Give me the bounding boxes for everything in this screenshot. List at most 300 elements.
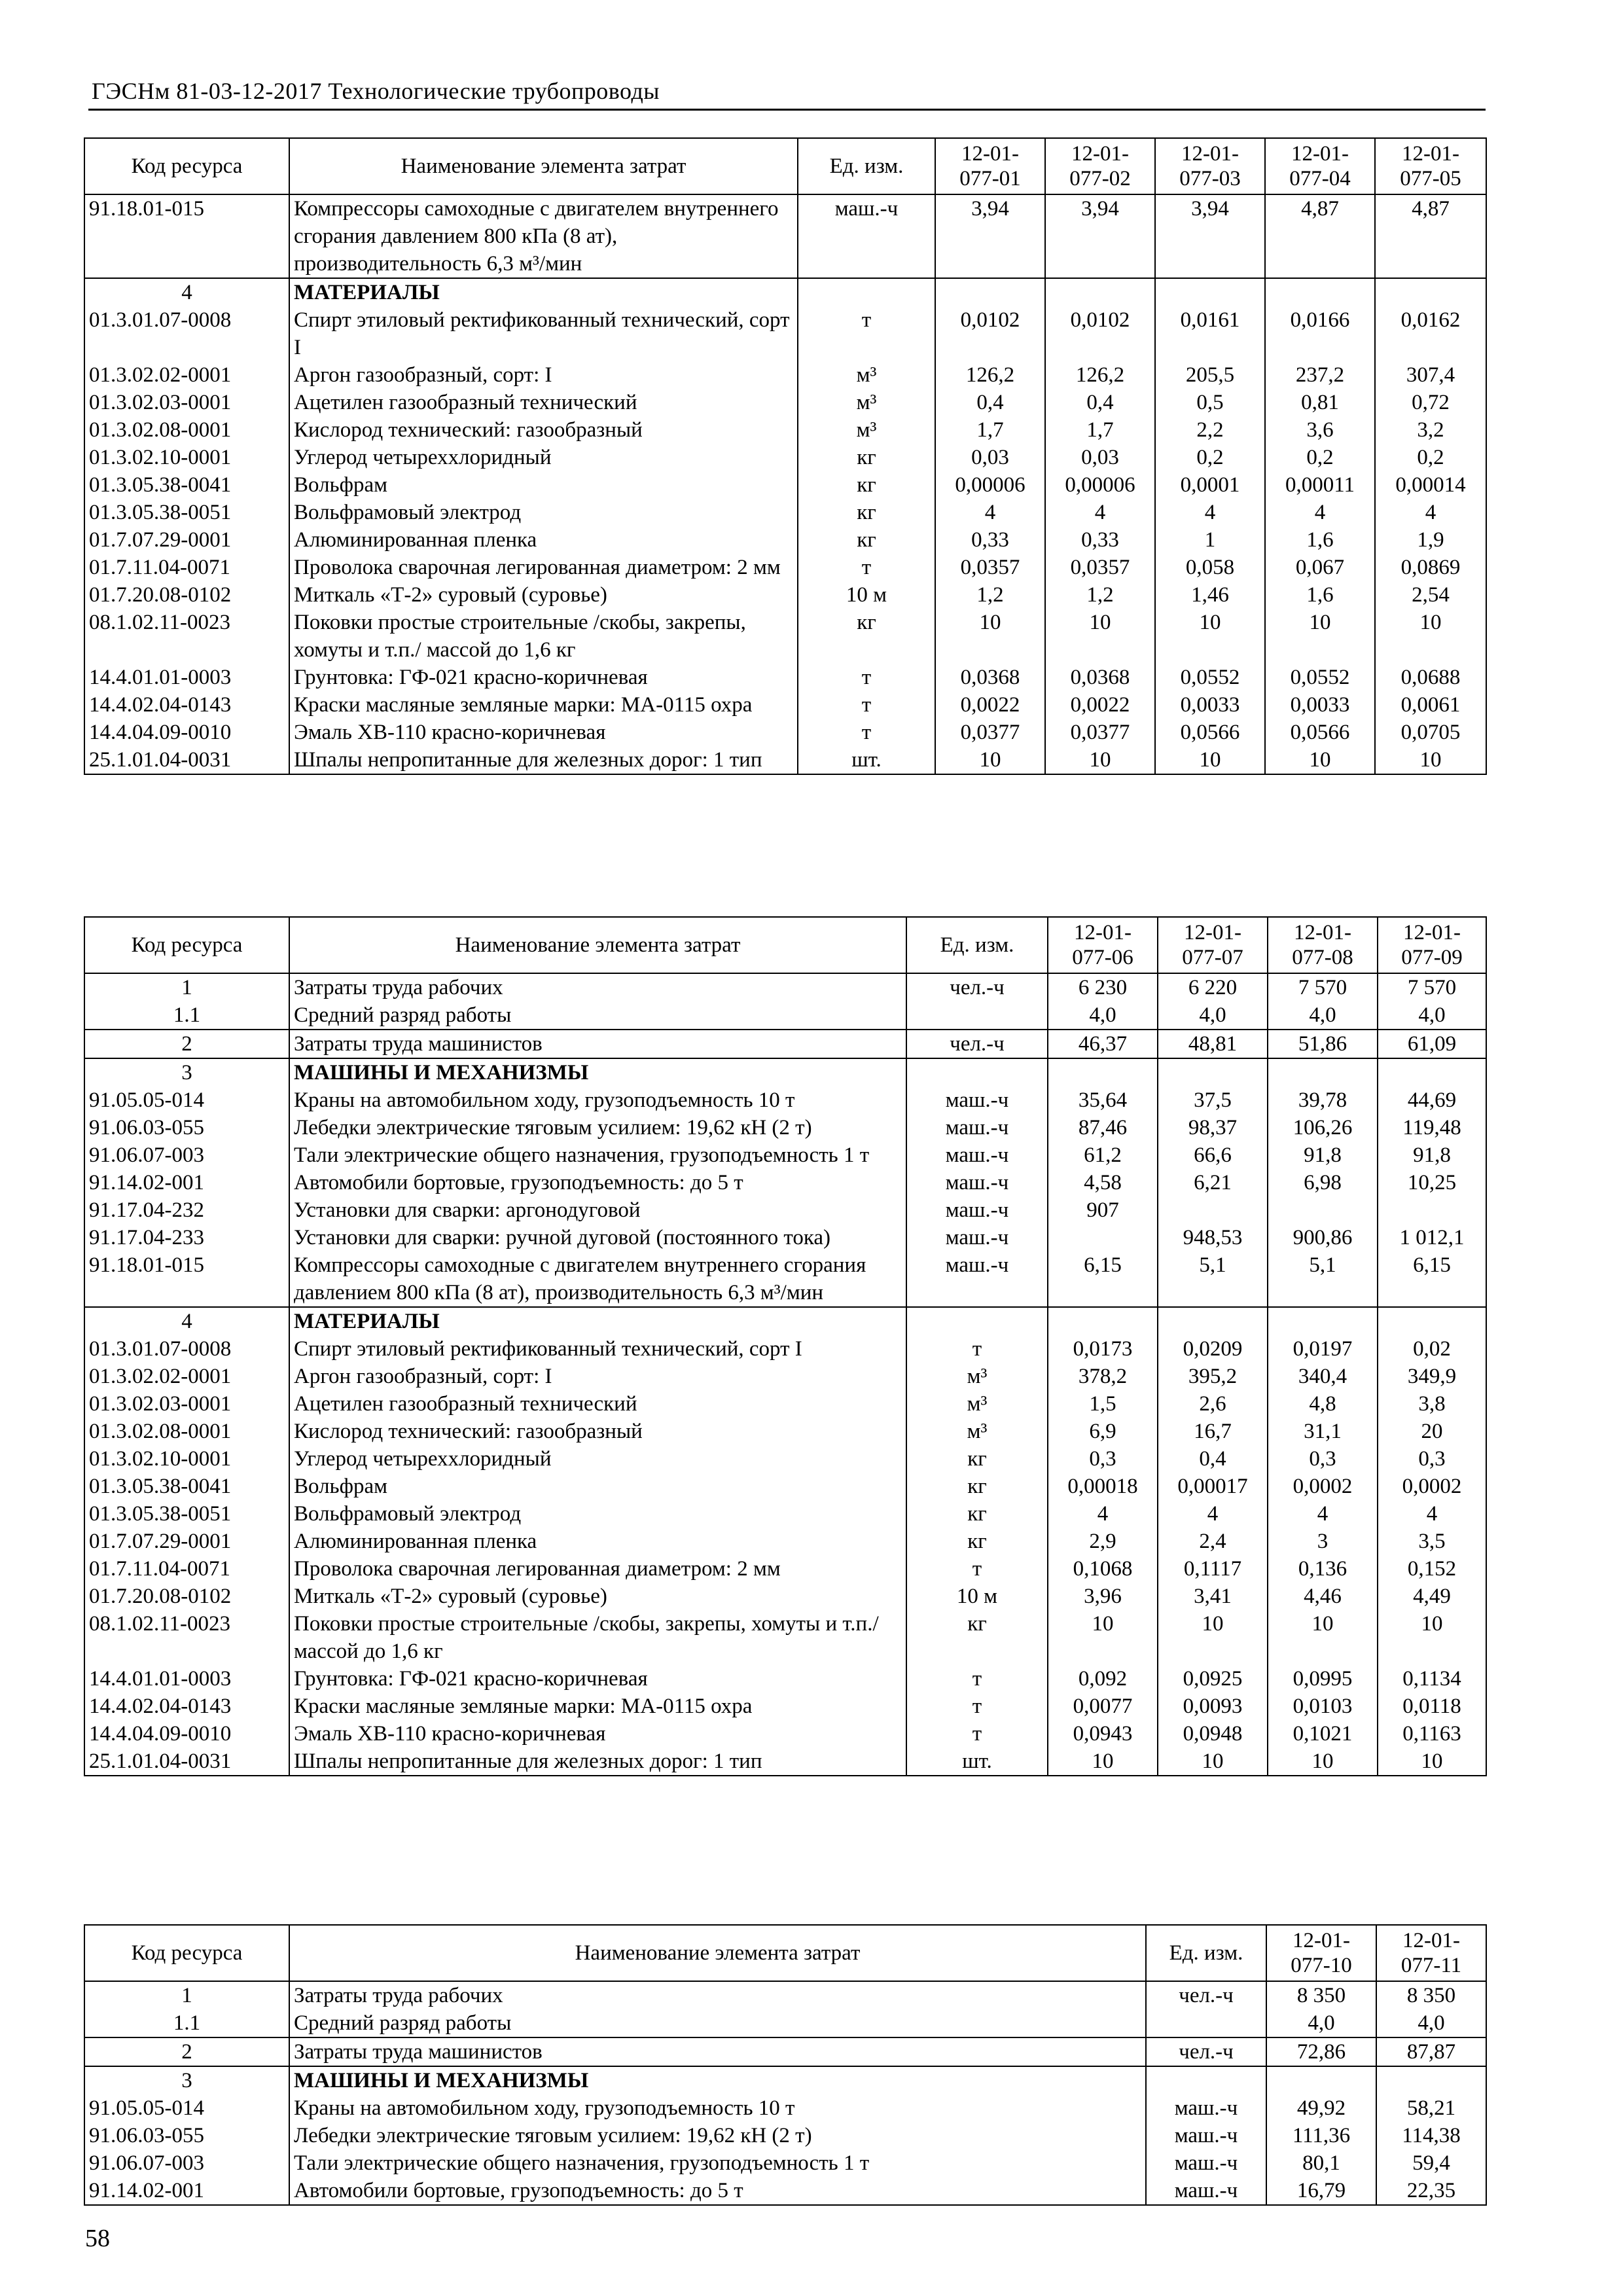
cell-code: 91.14.02-001 [84,1169,289,1196]
cell-unit: кг [798,444,935,471]
cell-value: 4,46 [1268,1583,1378,1610]
cell-name: Алюминированная пленка [289,526,798,554]
cell-value: 0,0173 [1048,1335,1158,1363]
cell-value: 48,81 [1158,1030,1268,1058]
cell-value: 4,8 [1268,1390,1378,1418]
cell-value: 0,2 [1265,444,1375,471]
document-header-title: ГЭСНм 81-03-12-2017 Технологические трубопроводы [92,78,660,104]
cell-value: 0,00011 [1265,471,1375,499]
cell-value: 0,3 [1378,1445,1486,1473]
cell-code: 91.06.07-003 [84,1141,289,1169]
cell-unit [906,1058,1048,1086]
table-row [84,609,1486,664]
header-code: Код ресурса [84,1925,289,1981]
cell-unit: т [906,1335,1048,1363]
cell-value [1265,278,1375,306]
cell-value [1155,278,1265,306]
cell-unit: м³ [906,1390,1048,1418]
cell-code: 01.7.11.04-0071 [84,554,289,581]
cell-unit: т [906,1720,1048,1748]
cell-value: 87,46 [1048,1114,1158,1141]
cell-code: 91.06.07-003 [84,2149,289,2177]
cell-name: Миткаль «Т-2» суровый (суровье) [289,1583,906,1610]
cell-unit: чел.-ч [1146,1981,1266,2009]
table-row [84,746,1486,774]
section-title: МАТЕРИАЛЫ [289,278,798,306]
cell-name: Ацетилен газообразный технический [289,1390,906,1418]
cell-value: 98,37 [1158,1114,1268,1141]
cell-code: 01.7.07.29-0001 [84,1528,289,1555]
cell-unit: кг [798,471,935,499]
table-row [84,2177,1486,2205]
cell-unit [1146,2066,1266,2094]
cell-value: 7 570 [1378,973,1486,1001]
section-row [84,1058,1486,1086]
cell-value: 10 [1375,746,1486,774]
header-norm-code: 12-01- 077-05 [1375,138,1486,194]
cell-value: 10 [1265,609,1375,664]
cell-unit: маш.-ч [1146,2149,1266,2177]
cell-code: 01.3.02.08-0001 [84,416,289,444]
cell-value: 10 [1268,1748,1378,1776]
cell-unit: кг [906,1610,1048,1665]
cell-unit: т [798,664,935,691]
cell-value: 39,78 [1268,1086,1378,1114]
cell-name: Аргон газообразный, сорт: I [289,361,798,389]
cell-code: 4 [84,278,289,306]
cell-code: 01.3.02.03-0001 [84,1390,289,1418]
cell-code: 1 [84,973,289,1001]
section-row [84,278,1486,306]
cell-value: 0,0552 [1155,664,1265,691]
cell-name: Средний разряд работы [289,2009,1146,2037]
section-row [84,1307,1486,1335]
cell-code: 01.7.11.04-0071 [84,1555,289,1583]
cell-unit: маш.-ч [1146,2122,1266,2149]
cell-code: 3 [84,2066,289,2094]
cell-name: Установки для сварки: аргонодуговой [289,1196,906,1224]
table-row [84,526,1486,554]
cell-code: 91.06.03-055 [84,2122,289,2149]
cell-value: 0,1134 [1378,1665,1486,1693]
table-row [84,1418,1486,1445]
cell-value: 37,5 [1158,1086,1268,1114]
cell-unit: м³ [906,1363,1048,1390]
cell-value: 0,0061 [1375,691,1486,719]
cell-unit: маш.-ч [798,194,935,278]
cell-value: 7 570 [1268,973,1378,1001]
section-title: МАШИНЫ И МЕХАНИЗМЫ [289,2066,1146,2094]
table-row [84,1445,1486,1473]
cell-unit: маш.-ч [906,1196,1048,1224]
cell-value: 4 [1265,499,1375,526]
cell-unit: т [906,1693,1048,1720]
table-row [84,581,1486,609]
header-norm-code: 12-01- 077-06 [1048,917,1158,973]
cell-value: 22,35 [1376,2177,1486,2205]
cell-code: 25.1.01.04-0031 [84,746,289,774]
cell-name: Лебедки электрические тяговым усилием: 19,62 кН (2 т) [289,2122,1146,2149]
cell-name: Шпалы непропитанные для железных дорог: 1 тип [289,1748,906,1776]
cell-value: 0,4 [1045,389,1155,416]
cell-code: 4 [84,1307,289,1335]
cell-value: 10 [1155,746,1265,774]
cell-value: 907 [1048,1196,1158,1224]
cell-name: Углерод четыреххлоридный [289,1445,906,1473]
cell-value: 5,1 [1268,1251,1378,1307]
cell-name: Тали электрические общего назначения, грузоподъемность 1 т [289,1141,906,1169]
cell-unit: кг [798,609,935,664]
cell-name: Грунтовка: ГФ-021 красно-коричневая [289,1665,906,1693]
table-row [84,1335,1486,1363]
cell-unit: м³ [798,361,935,389]
cell-value: 0,0033 [1265,691,1375,719]
cell-unit: маш.-ч [906,1086,1048,1114]
cell-value: 0,0161 [1155,306,1265,361]
cell-unit: шт. [798,746,935,774]
cell-value: 0,00017 [1158,1473,1268,1500]
cell-unit: маш.-ч [906,1141,1048,1169]
cell-name: Автомобили бортовые, грузоподъемность: до 5 т [289,1169,906,1196]
cell-code: 08.1.02.11-0023 [84,1610,289,1665]
cell-value: 6,21 [1158,1169,1268,1196]
cell-name: Проволока сварочная легированная диаметром: 2 мм [289,554,798,581]
cell-value [1158,1058,1268,1086]
cell-name: Компрессоры самоходные с двигателем внутреннего сгорания давлением 800 кПа (8 ат), производительность 6,3 м³/мин [289,194,798,278]
table-row [84,1196,1486,1224]
resource-table-1 [84,137,1487,775]
header-norm-code: 12-01- 077-07 [1158,917,1268,973]
cell-code: 91.18.01-015 [84,194,289,278]
table-row [84,1473,1486,1500]
cell-value [1268,1196,1378,1224]
cell-unit: чел.-ч [906,1030,1048,1058]
cell-value: 0,0377 [935,719,1045,746]
cell-value: 0,0357 [1045,554,1155,581]
cell-value: 349,9 [1378,1363,1486,1390]
cell-value: 2,2 [1155,416,1265,444]
table-row [84,1224,1486,1251]
cell-unit: маш.-ч [906,1224,1048,1251]
table-row [84,1001,1486,1030]
cell-value: 340,4 [1268,1363,1378,1390]
table-row [84,1251,1486,1307]
cell-code: 14.4.04.09-0010 [84,719,289,746]
cell-value: 0,4 [935,389,1045,416]
cell-unit: маш.-ч [906,1251,1048,1307]
cell-value: 10 [1265,746,1375,774]
cell-value: 0,1163 [1378,1720,1486,1748]
cell-value: 0,0197 [1268,1335,1378,1363]
cell-name: Углерод четыреххлоридный [289,444,798,471]
cell-code: 91.18.01-015 [84,1251,289,1307]
cell-code: 3 [84,1058,289,1086]
table-row [84,2037,1486,2066]
cell-value: 126,2 [1045,361,1155,389]
cell-value: 0,0566 [1155,719,1265,746]
page-number: 58 [85,2225,110,2252]
cell-name: Эмаль ХВ-110 красно-коричневая [289,1720,906,1748]
table-row [84,2149,1486,2177]
cell-value: 0,3 [1268,1445,1378,1473]
cell-name: Миткаль «Т-2» суровый (суровье) [289,581,798,609]
cell-code: 1.1 [84,2009,289,2037]
table-row [84,973,1486,1001]
cell-unit: маш.-ч [906,1169,1048,1196]
cell-value: 2,6 [1158,1390,1268,1418]
cell-value [1378,1307,1486,1335]
cell-value: 0,33 [1045,526,1155,554]
cell-code: 91.17.04-233 [84,1224,289,1251]
cell-value: 10 [1048,1610,1158,1665]
cell-unit: чел.-ч [906,973,1048,1001]
cell-value: 10 [1045,746,1155,774]
cell-name: Затраты труда рабочих [289,1981,1146,2009]
table-row [84,664,1486,691]
cell-value: 0,0948 [1158,1720,1268,1748]
cell-value [1375,278,1486,306]
cell-value: 35,64 [1048,1086,1158,1114]
cell-code: 01.3.02.03-0001 [84,389,289,416]
cell-value: 20 [1378,1418,1486,1445]
cell-name: Тали электрические общего назначения, грузоподъемность 1 т [289,2149,1146,2177]
cell-unit: маш.-ч [1146,2177,1266,2205]
header-unit: Ед. изм. [906,917,1048,973]
cell-name: Лебедки электрические тяговым усилием: 19,62 кН (2 т) [289,1114,906,1141]
cell-name: Краны на автомобильном ходу, грузоподъемность 10 т [289,1086,906,1114]
cell-name: Вольфрам [289,471,798,499]
cell-value: 6,15 [1048,1251,1158,1307]
cell-value: 80,1 [1266,2149,1376,2177]
cell-unit: маш.-ч [1146,2094,1266,2122]
cell-value: 3,2 [1375,416,1486,444]
cell-value: 0,0166 [1265,306,1375,361]
cell-value: 10,25 [1378,1169,1486,1196]
cell-value [1266,2066,1376,2094]
cell-name: Вольфрамовый электрод [289,499,798,526]
cell-value: 1,2 [1045,581,1155,609]
cell-value: 0,0368 [935,664,1045,691]
header-norm-code: 12-01- 077-10 [1266,1925,1376,1981]
table-row [84,691,1486,719]
cell-value: 126,2 [935,361,1045,389]
cell-value: 0,0357 [935,554,1045,581]
cell-value: 0,2 [1155,444,1265,471]
cell-unit: т [798,719,935,746]
cell-value: 6,98 [1268,1169,1378,1196]
cell-value: 0,0033 [1155,691,1265,719]
table-header-row [84,1925,1486,1981]
cell-code: 2 [84,2037,289,2066]
cell-name: Алюминированная пленка [289,1528,906,1555]
cell-value: 0,00006 [1045,471,1155,499]
cell-value: 900,86 [1268,1224,1378,1251]
cell-value: 4,0 [1268,1001,1378,1030]
table-row [84,471,1486,499]
cell-value [935,278,1045,306]
cell-value: 1,2 [935,581,1045,609]
cell-value: 307,4 [1375,361,1486,389]
header-norm-code: 12-01- 077-02 [1045,138,1155,194]
cell-value: 0,0001 [1155,471,1265,499]
cell-value: 91,8 [1268,1141,1378,1169]
cell-name: Кислород технический: газообразный [289,416,798,444]
cell-value: 205,5 [1155,361,1265,389]
cell-unit: кг [906,1473,1048,1500]
cell-value: 1 012,1 [1378,1224,1486,1251]
cell-value: 66,6 [1158,1141,1268,1169]
header-norm-code: 12-01- 077-01 [935,138,1045,194]
cell-value: 4 [935,499,1045,526]
table-row [84,499,1486,526]
cell-unit: м³ [798,416,935,444]
cell-value: 0,0552 [1265,664,1375,691]
cell-value: 61,09 [1378,1030,1486,1058]
cell-value: 0,03 [1045,444,1155,471]
cell-value: 0,0162 [1375,306,1486,361]
cell-unit: чел.-ч [1146,2037,1266,2066]
cell-code: 08.1.02.11-0023 [84,609,289,664]
cell-value [1268,1058,1378,1086]
cell-value: 0,1117 [1158,1555,1268,1583]
cell-value: 0,0368 [1045,664,1155,691]
cell-value: 378,2 [1048,1363,1158,1390]
cell-value: 0,0093 [1158,1693,1268,1720]
cell-code: 01.3.05.38-0041 [84,1473,289,1500]
table-row [84,2094,1486,2122]
table-row [84,1720,1486,1748]
cell-name: Аргон газообразный, сорт: I [289,1363,906,1390]
table-row [84,554,1486,581]
table-row [84,1500,1486,1528]
cell-value: 1,7 [935,416,1045,444]
cell-name: Спирт этиловый ректификованный технический, сорт I [289,1335,906,1363]
cell-value [1158,1307,1268,1335]
cell-value: 0,02 [1378,1335,1486,1363]
cell-unit: кг [906,1445,1048,1473]
cell-code: 01.3.05.38-0051 [84,1500,289,1528]
cell-value: 0,0118 [1378,1693,1486,1720]
header-name: Наименование элемента затрат [289,917,906,973]
cell-value: 0,136 [1268,1555,1378,1583]
cell-value: 0,092 [1048,1665,1158,1693]
cell-code: 01.7.20.08-0102 [84,1583,289,1610]
cell-code: 01.3.02.10-0001 [84,444,289,471]
cell-code: 01.7.20.08-0102 [84,581,289,609]
table-row [84,194,1486,278]
cell-value: 91,8 [1378,1141,1486,1169]
header-code: Код ресурса [84,138,289,194]
cell-unit: м³ [906,1418,1048,1445]
cell-value: 10 [1158,1610,1268,1665]
cell-value: 1,5 [1048,1390,1158,1418]
header-code: Код ресурса [84,917,289,973]
table-row [84,1390,1486,1418]
cell-value: 2,54 [1375,581,1486,609]
cell-name: Средний разряд работы [289,1001,906,1030]
table-row [84,444,1486,471]
table-row [84,719,1486,746]
cell-value: 8 350 [1376,1981,1486,2009]
cell-value: 51,86 [1268,1030,1378,1058]
cell-unit: шт. [906,1748,1048,1776]
table-row [84,1114,1486,1141]
cell-value: 1,6 [1265,581,1375,609]
cell-value [1158,1196,1268,1224]
table-row [84,389,1486,416]
cell-name: Кислород технический: газообразный [289,1418,906,1445]
cell-name: Компрессоры самоходные с двигателем внутреннего сгорания давлением 800 кПа (8 ат), производительность 6,3 м³/мин [289,1251,906,1307]
cell-value: 0,0102 [935,306,1045,361]
cell-code: 01.3.01.07-0008 [84,1335,289,1363]
cell-value: 10 [935,609,1045,664]
cell-value: 1,9 [1375,526,1486,554]
cell-name: Краски масляные земляные марки: МА-0115 охра [289,691,798,719]
table-row [84,1030,1486,1058]
cell-value: 4 [1158,1500,1268,1528]
cell-value: 10 [1268,1610,1378,1665]
cell-unit: 10 м [798,581,935,609]
table-row [84,1086,1486,1114]
table-row [84,1141,1486,1169]
cell-value: 4,87 [1375,194,1486,278]
cell-value: 2,4 [1158,1528,1268,1555]
cell-name: Поковки простые строительные /скобы, закрепы, хомуты и т.п./ массой до 1,6 кг [289,609,798,664]
cell-value: 3,96 [1048,1583,1158,1610]
cell-value [1045,278,1155,306]
cell-value: 1 [1155,526,1265,554]
cell-value: 4,0 [1158,1001,1268,1030]
cell-value: 10 [1378,1610,1486,1665]
cell-value: 2,9 [1048,1528,1158,1555]
header-norm-code: 12-01- 077-03 [1155,138,1265,194]
cell-value: 49,92 [1266,2094,1376,2122]
cell-value: 6 230 [1048,973,1158,1001]
cell-value: 4,0 [1376,2009,1486,2037]
cell-value: 61,2 [1048,1141,1158,1169]
cell-value: 4,0 [1378,1001,1486,1030]
cell-value: 4,58 [1048,1169,1158,1196]
header-norm-code: 12-01- 077-08 [1268,917,1378,973]
cell-name: Ацетилен газообразный технический [289,389,798,416]
cell-code: 01.7.07.29-0001 [84,526,289,554]
cell-code: 01.3.02.02-0001 [84,1363,289,1390]
cell-value: 0,0002 [1378,1473,1486,1500]
cell-value: 0,1021 [1268,1720,1378,1748]
cell-value: 0,0688 [1375,664,1486,691]
cell-unit: т [798,306,935,361]
cell-value [1268,1307,1378,1335]
cell-unit: маш.-ч [906,1114,1048,1141]
cell-value: 10 [1378,1748,1486,1776]
table-row [84,1665,1486,1693]
cell-code: 01.3.02.10-0001 [84,1445,289,1473]
cell-value: 0,0209 [1158,1335,1268,1363]
cell-value: 0,5 [1155,389,1265,416]
cell-name: Грунтовка: ГФ-021 красно-коричневая [289,664,798,691]
cell-value: 4,0 [1266,2009,1376,2037]
cell-value: 87,87 [1376,2037,1486,2066]
cell-value: 0,0925 [1158,1665,1268,1693]
cell-value: 4 [1378,1500,1486,1528]
cell-value [1378,1058,1486,1086]
cell-value: 237,2 [1265,361,1375,389]
cell-value: 0,0943 [1048,1720,1158,1748]
cell-code: 01.3.02.02-0001 [84,361,289,389]
cell-value: 16,7 [1158,1418,1268,1445]
cell-value: 3 [1268,1528,1378,1555]
cell-value: 0,152 [1378,1555,1486,1583]
